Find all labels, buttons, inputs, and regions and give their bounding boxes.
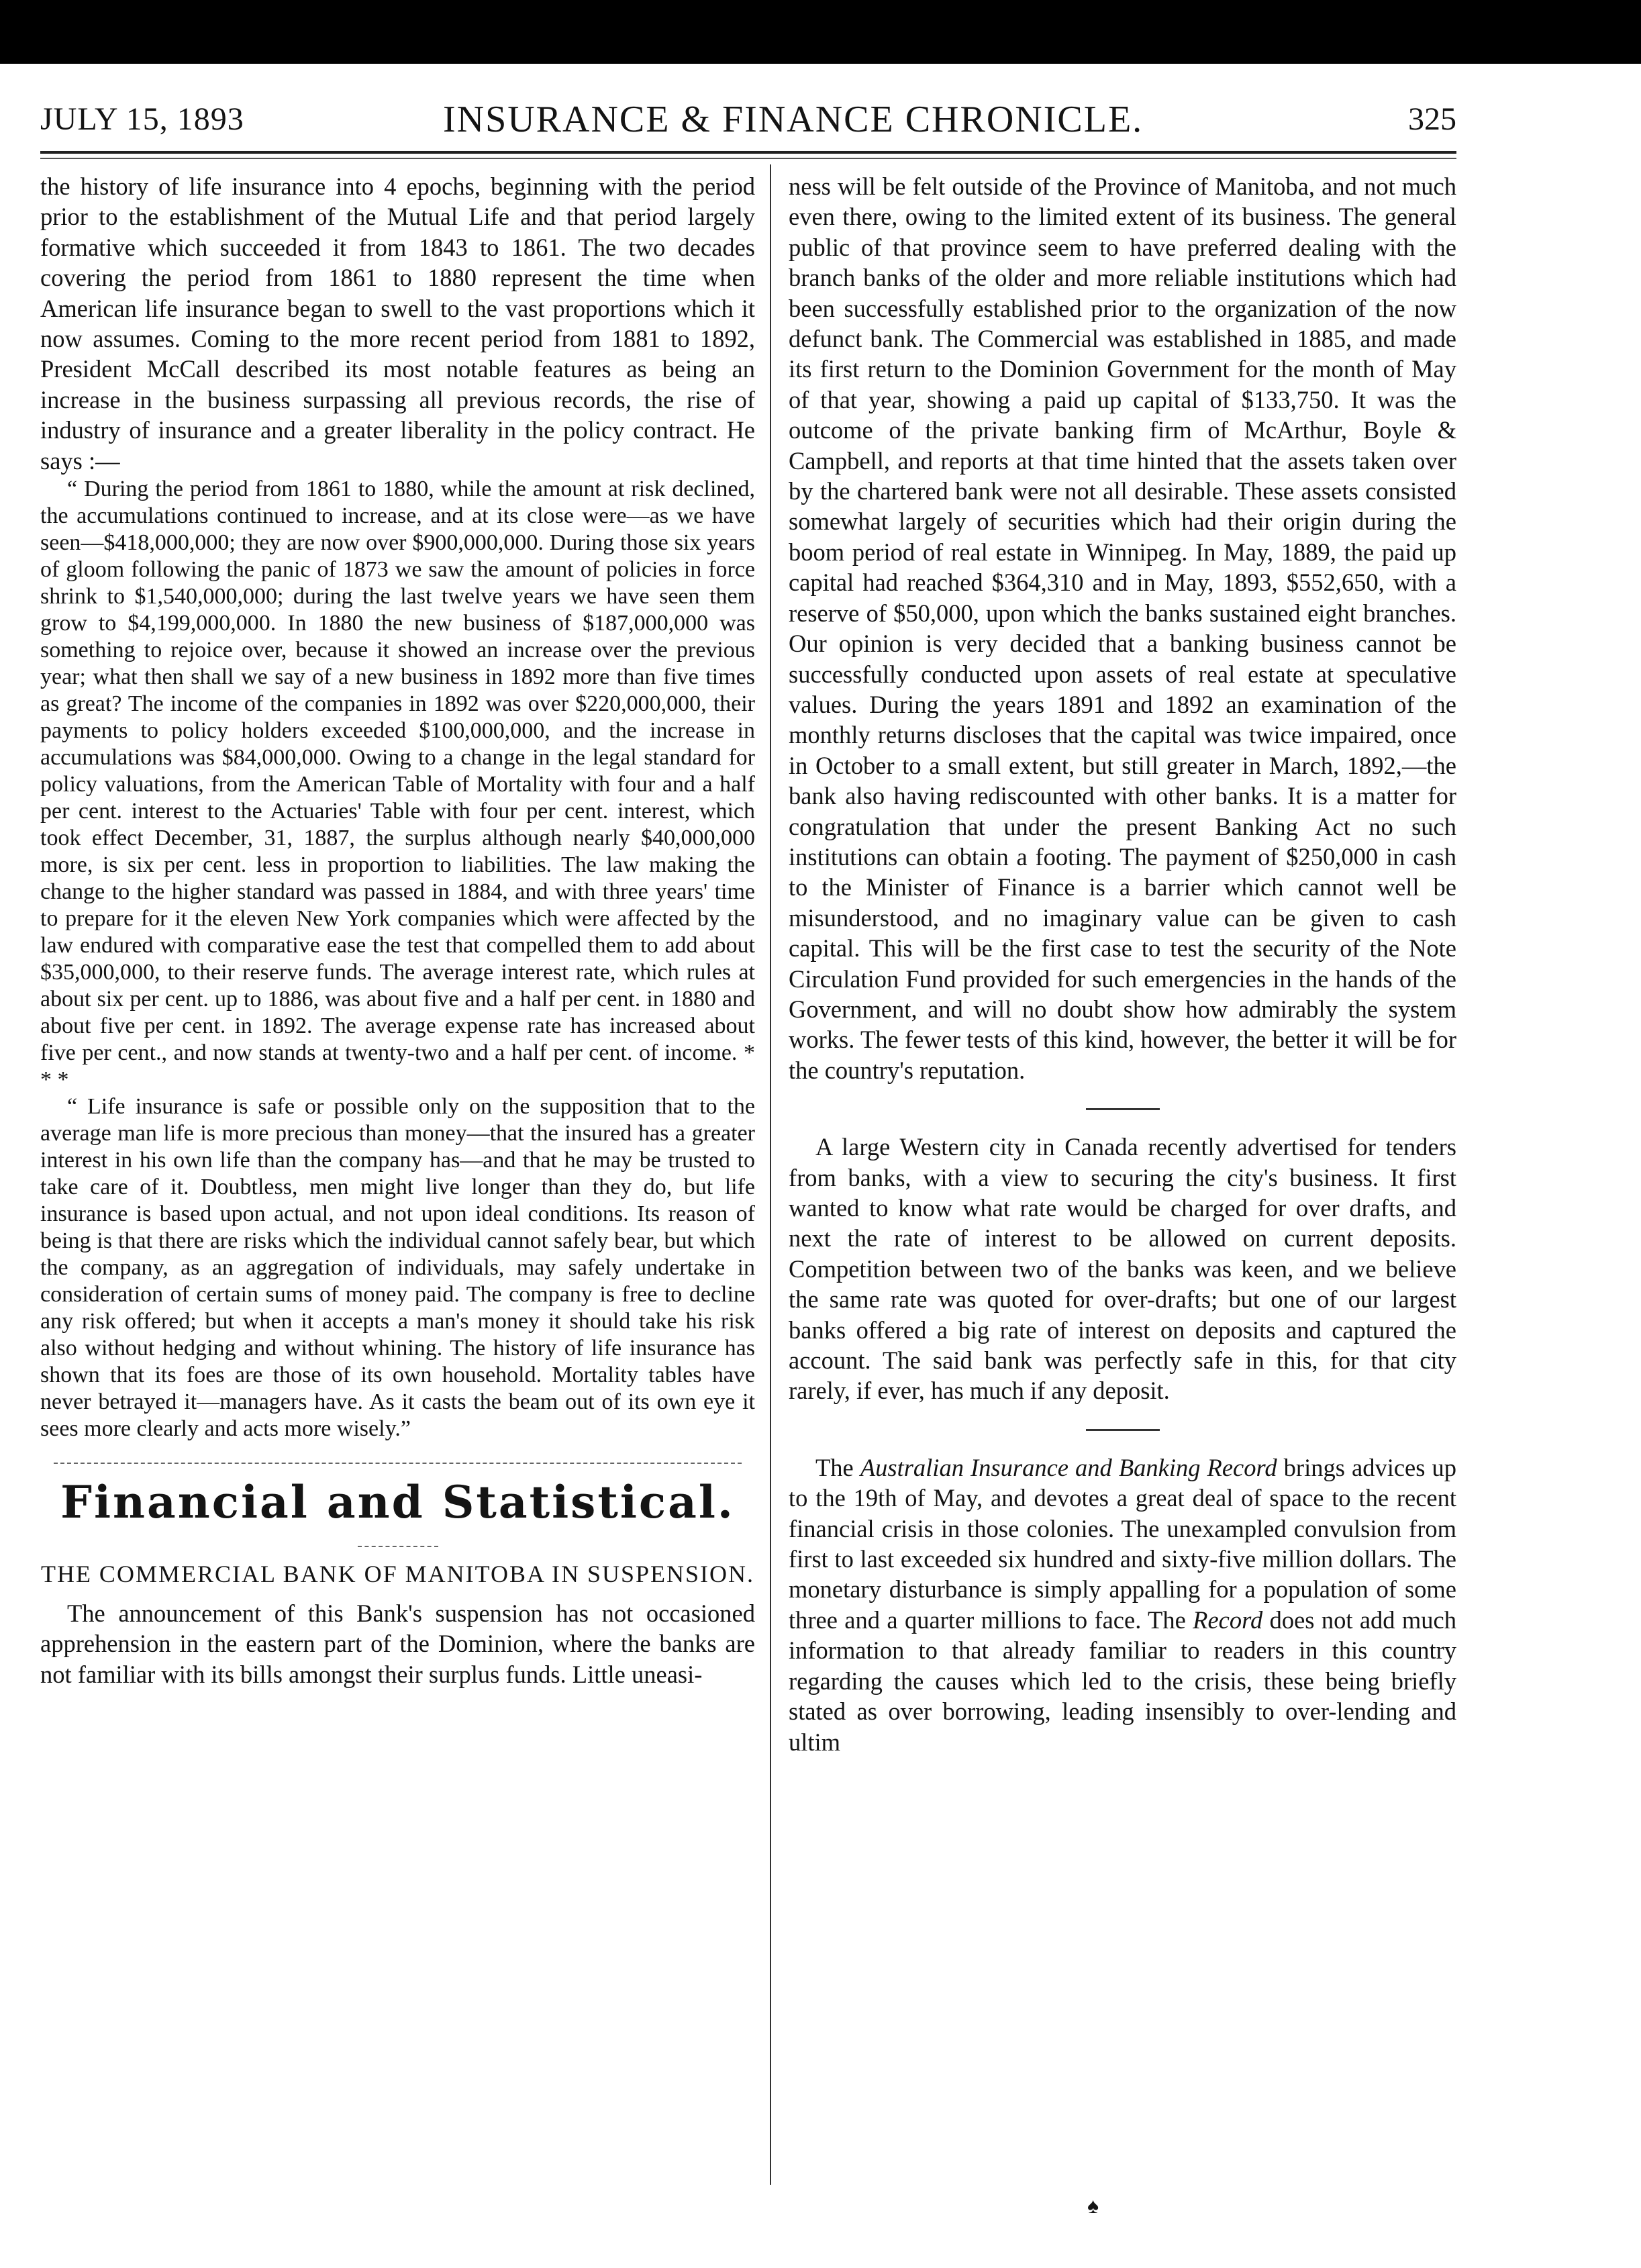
section-heading: Financial and Statistical. (60, 1476, 735, 1529)
article-paragraph: The announcement of this Bank's suspension has not occasioned apprehension in the eastern part of the Dominion, where the banks are not familiar with its bills amongst their surplus funds. Little uneasi- (40, 1599, 755, 1688)
australian-record-paragraph (789, 1452, 1456, 1757)
article-separator (1086, 1108, 1160, 1110)
article-title: THE COMMERCIAL BANK OF MANITOBA IN SUSPENSION. (40, 1561, 755, 1588)
life-insurance-history-paragraph: the history of life insurance into 4 epochs, beginning with the period prior to the establishment of the Mutual Life and that period largely formative which succeeded it from 1843 to 1861. The two decades covering the period from 1861 to 1880 represent the time when American life insurance began to swell to the vast proportions which it now assumes. Coming to the more recent period from 1881 to 1892, President McCall described its most notable features as being an increase in the business surpassing all previous records, the rise of industry of insurance and a greater liberality in the policy contract. He says :— (40, 172, 755, 475)
western-city-paragraph: A large Western city in Canada recently advertised for tenders from banks, with a view to securing the city's business. It first wanted to know what rate would be charged for over drafts, and next the rate of interest to be allowed on current deposits. Competition between two of the banks was keen, and we believe the same rate was quoted for over-drafts; but one of our largest banks offered a big rate of interest on deposits and captured the account. The said bank was perfectly safe in this, for that city rarely, if ever, has much if any deposit. (789, 1133, 1456, 1405)
mccall-quote-principles: “ Life insurance is safe or possible only on the supposition that to the average man life is more precious than money—that the insured has a greater interest in his own life than the company has—and that he may be trusted to take care of it. Doubtless, men might live longer than they do, but life insurance is based upon actual, and not upon ideal conditions. Its reason of being is that there are risks which the individual cannot safely bear, but which the company, as an aggregation of individuals, may safely undertake in consideration of certain sums of money paid. The company is free to decline any risk offered; but when it accepts a man's money it should take his risk also without hedging and without whining. The history of life insurance has shown that its foes are those of its own household. Mortality tables have never betrayed it—managers have. As it casts the beam out of its own eye it sees more clearly and acts more wisely.” (40, 1094, 755, 1442)
header-rule-secondary (40, 158, 1456, 159)
publication-title: INSURANCE & FINANCE CHRONICLE. (443, 99, 1144, 140)
text-run: does not add much information to that already familiar to readers in this country regarding the causes which led to the crisis, these being briefly stated as over borrowing, leading insensibly to over-lending and ultim (789, 1606, 1457, 1756)
page-header (40, 101, 1456, 151)
publication-short-name: Record (1193, 1606, 1263, 1634)
section-rule (54, 1463, 742, 1464)
text-run: brings advices up to the 19th of May, and devotes a great deal of space to the recent financial crisis in those colonies. The unexampled convulsion from first to last exceeded six hundred and sixty-five million dollars. The monetary disturbance is simply appalling for a population of some three and a quarter millions to face. The (789, 1453, 1456, 1634)
left-column (40, 171, 755, 1689)
publication-name: Australian Insurance and Banking Record (860, 1453, 1277, 1481)
mccall-quote-statistics: “ During the period from 1861 to 1880, while the amount at risk declined, the accumulations continued to increase, and at its close were—as we have seen—$418,000,000; they are now over $900,000,000. During those six years of gloom following the panic of 1873 we saw the amount of policies in force shrink to $1,540,000,000; during the last twelve years we have seen them grow to $4,199,000,000. In 1880 the new business of $187,000,000 was something to rejoice over, because it showed an increase over the previous year; what then shall we say of a new business in 1892 more than five times as great? The income of the companies in 1892 was over $220,000,000, their payments to policy holders exceeded $100,000,000, and the increase in accumulations was $84,000,000. Owing to a change in the legal standard for policy valuations, from the American Table of Mortality with four and a half per cent. interest to the Actuaries' Table with four per cent. interest, which took effect December, 31, 1887, the surplus although nearly $40,000,000 more, is six per cent. less in proportion to liabilities. The law making the change to the higher standard was passed in 1884, and with three years' time to prepare for it the eleven New York companies which were affected by the law endured with comparative ease the test that compelled them to add about $35,000,000, to their reserve funds. The average interest rate, which rules at about six per cent. up to 1886, was about five and a half per cent. in 1880 and about five per cent. in 1892. The average expense rate has increased about five per cent., and now stands at twenty-two and a half per cent. of income. * * * (40, 477, 755, 1093)
text-run: The (815, 1453, 860, 1481)
page-footer-mark: ♠ (1087, 2193, 1099, 2218)
heading-rule (358, 1546, 438, 1547)
page-number: 325 (1408, 101, 1456, 137)
issue-date: JULY 15, 1893 (40, 101, 244, 137)
commercial-bank-paragraph: ness will be felt outside of the Province of Manitoba, and not much even there, owing to the limited extent of its business. The general public of that province seem to have preferred dealing with the branch banks of the older and more reliable institutions which had been successfully established prior to the organization of the now defunct bank. The Commercial was established in 1885, and made its first return to the Dominion Government for the month of May of that year, showing a paid up capital of $133,750. It was the outcome of the private banking firm of McArthur, Boyle & Campbell, and reports at that time hinted that the assets taken over by the chartered bank were not all desirable. These assets consisted somewhat largely of securities which had their origin during the boom period of real estate in Winnipeg. In May, 1889, the paid up capital had reached $364,310 and in May, 1893, $552,650, with a reserve of $50,000, upon which the banks sustained eight branches. Our opinion is very decided that a banking business cannot be successfully conducted upon assets of real estate at speculative values. During the years 1891 and 1892 an examination of the monthly returns discloses that the capital was twice impaired, once in October to a small extent, but still greater in March, 1892,—the bank also having rediscounted with other banks. It is a matter for congratulation that under the present Banking Act no such institutions can obtain a footing. The payment of $250,000 in cash to the Minister of Finance is a barrier which cannot well be misunderstood, and no imaginary value can be given to cash capital. This will be the first case to test the security of the Note Circulation Fund provided for such emergencies in the hands of the Government, and will no doubt show how admirably the system works. The fewer tests of this kind, however, the better it will be for the country's reputation. (789, 172, 1456, 1084)
page-top-border (0, 0, 1641, 64)
header-rule (40, 151, 1456, 154)
article-separator (1086, 1429, 1160, 1431)
column-divider (770, 164, 771, 2185)
right-column (789, 171, 1456, 1757)
